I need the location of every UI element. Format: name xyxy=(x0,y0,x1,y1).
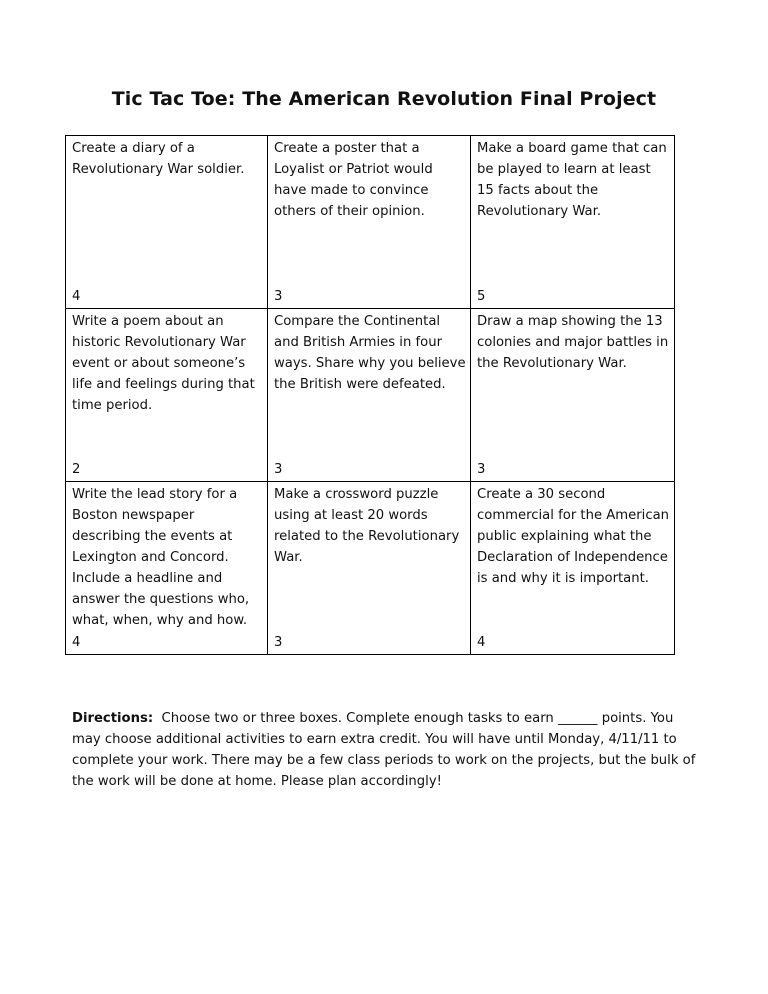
board-cell xyxy=(268,136,471,309)
task-points: 5 xyxy=(477,289,486,304)
task-text: Make a crossword puzzle using at least 20 words related to the Revolutionary War. xyxy=(274,487,460,565)
task-points: 4 xyxy=(72,635,81,650)
board-cell xyxy=(66,482,268,655)
page-title: Tic Tac Toe: The American Revolution Final Project xyxy=(111,88,657,110)
task-text: Create a 30 second commercial for the American public explaining what the Declaration of Independence is and why it is important. xyxy=(477,487,670,586)
task-points: 3 xyxy=(274,635,283,650)
board-cell xyxy=(268,309,471,482)
task-text: Create a diary of a Revolutionary War soldier. xyxy=(72,141,245,177)
task-text: Create a poster that a Loyalist or Patriot would have made to convince others of their opinion. xyxy=(274,141,433,219)
task-text: Write the lead story for a Boston newspaper describing the events at Lexington and Concord. Include a headline and answer the questions who, what, when, why and how. xyxy=(72,487,250,628)
board-row-3 xyxy=(66,482,675,655)
board-cell xyxy=(471,482,675,655)
task-points: 4 xyxy=(477,635,486,650)
task-text: Draw a map showing the 13 colonies and major battles in the Revolutionary War. xyxy=(477,314,669,371)
board-cell xyxy=(66,136,268,309)
board-row-2 xyxy=(66,309,675,482)
task-points: 3 xyxy=(274,289,283,304)
tic-tac-toe-board xyxy=(65,135,675,655)
directions-label: Directions: xyxy=(72,711,154,726)
board-cell xyxy=(66,309,268,482)
board-cell xyxy=(471,309,675,482)
task-points: 3 xyxy=(477,462,486,477)
task-text: Write a poem about an historic Revolutionary War event or about someone’s life and feelings during that time period. xyxy=(72,314,255,413)
board-cell xyxy=(471,136,675,309)
task-points: 3 xyxy=(274,462,283,477)
task-text: Compare the Continental and British Armies in four ways. Share why you believe the British were defeated. xyxy=(274,314,466,392)
board-row-1 xyxy=(66,136,675,309)
directions-paragraph xyxy=(72,708,702,792)
board-cell xyxy=(268,482,471,655)
directions-text: Choose two or three boxes. Complete enough tasks to earn ______ points. You may choose additional activities to earn extra credit. You will have until Monday, 4/11/11 to complete your work. There may be a few class periods to work on the projects, but the bulk of the work will be done at home. Please plan accordingly! xyxy=(72,711,696,789)
task-text: Make a board game that can be played to learn at least 15 facts about the Revolutionary War. xyxy=(477,141,667,219)
task-points: 2 xyxy=(72,462,81,477)
task-points: 4 xyxy=(72,289,81,304)
